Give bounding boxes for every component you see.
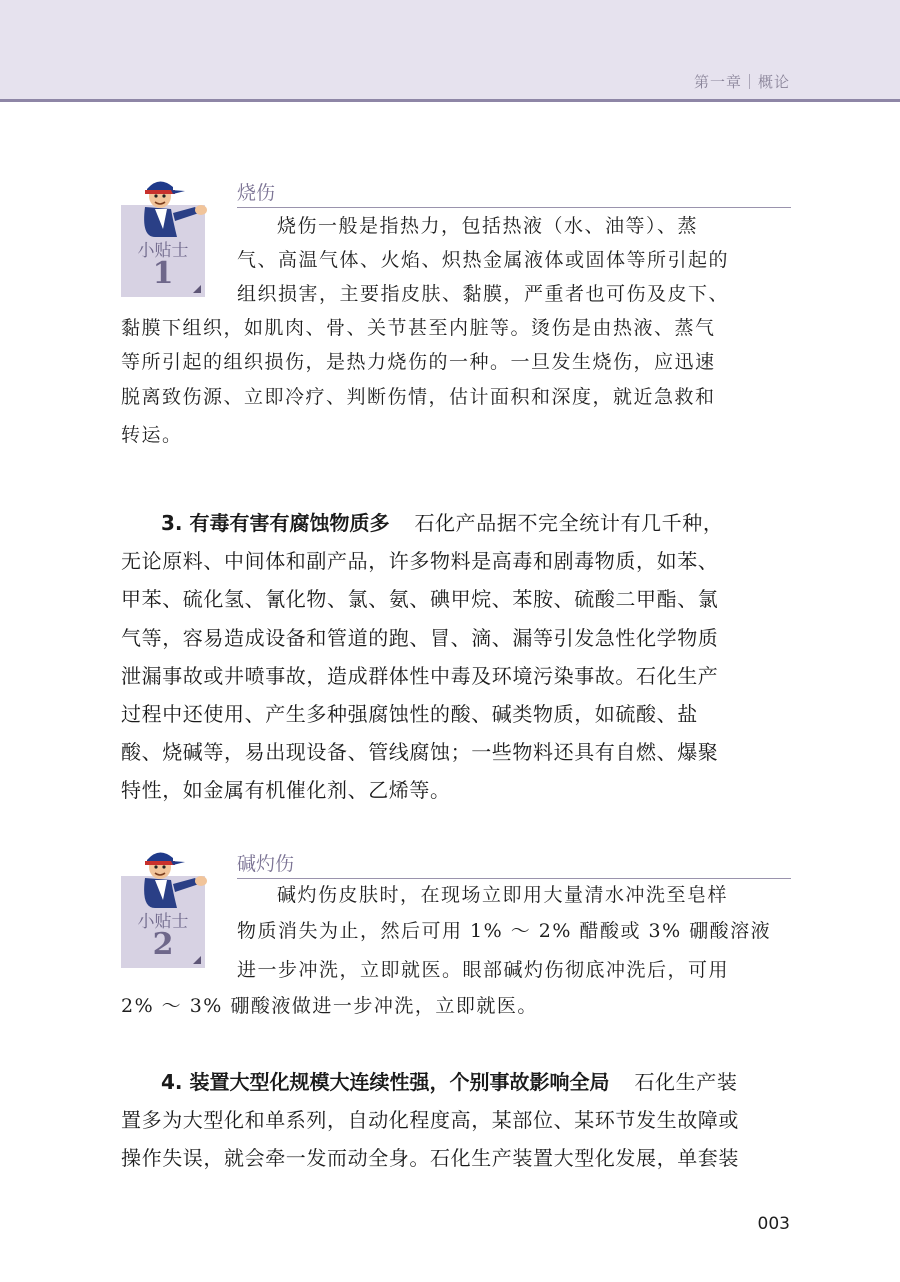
header-band bbox=[0, 0, 900, 102]
tip-text-line: 气、高温气体、火焰、炽热金属液体或固体等所引起的 bbox=[237, 249, 730, 271]
corner-triangle-icon bbox=[193, 956, 201, 964]
tip-text-line: 2% ～ 3% 硼酸液做进一步冲洗，立即就医。 bbox=[121, 995, 538, 1017]
paragraph-line: 泄漏事故或井喷事故，造成群体性中毒及环境污染事故。石化生产 bbox=[121, 664, 719, 688]
tip-rule bbox=[237, 878, 791, 879]
tip-title: 碱灼伤 bbox=[237, 853, 295, 875]
paragraph-first-line bbox=[161, 512, 723, 534]
page-number: 003 bbox=[757, 1214, 790, 1234]
running-head: 第一章｜概论 bbox=[693, 73, 790, 91]
paragraph-line: 特性，如金属有机催化剂、乙烯等。 bbox=[121, 778, 451, 802]
tip-text-line: 黏膜下组织，如肌肉、骨、关节甚至内脏等。烫伤是由热液、蒸气 bbox=[121, 317, 716, 339]
paragraph-line: 操作失误，就会牵一发而动全身。石化生产装置大型化发展，单套装 bbox=[121, 1146, 739, 1170]
tip-badge-label: 小贴士 bbox=[137, 241, 189, 261]
tip-badge-number: 2 bbox=[152, 927, 174, 962]
tip-text-line: 转运。 bbox=[121, 424, 183, 446]
tip-text-line: 碱灼伤皮肤时，在现场立即用大量清水冲洗至皂样 bbox=[277, 884, 729, 906]
tip-title: 烧伤 bbox=[237, 182, 276, 204]
paragraph-text: 石化产品据不完全统计有几千种， bbox=[414, 511, 724, 535]
paragraph-text: 石化生产装 bbox=[634, 1070, 738, 1094]
tip-text-line: 组织损害，主要指皮肤、黏膜，严重者也可伤及皮下、 bbox=[237, 283, 730, 305]
paragraph-line: 置多为大型化和单系列，自动化程度高，某部位、某环节发生故障或 bbox=[121, 1108, 739, 1132]
paragraph-line: 过程中还使用、产生多种强腐蚀性的酸、碱类物质，如硫酸、盐 bbox=[121, 702, 698, 726]
tip-rule bbox=[237, 207, 791, 208]
tip-text-line: 进一步冲洗，立即就医。眼部碱灼伤彻底冲洗后，可用 bbox=[237, 959, 730, 981]
paragraph-line: 甲苯、硫化氢、氰化物、氯、氨、碘甲烷、苯胺、硫酸二甲酯、氯 bbox=[121, 587, 719, 611]
tip-badge-number: 1 bbox=[152, 256, 174, 291]
paragraph-line: 无论原料、中间体和副产品，许多物料是高毒和剧毒物质，如苯、 bbox=[121, 549, 719, 573]
mascot-icon bbox=[133, 840, 209, 908]
paragraph-line: 酸、烧碱等，易出现设备、管线腐蚀；一些物料还具有自燃、爆聚 bbox=[121, 740, 719, 764]
tip-text-line: 等所引起的组织损伤，是热力烧伤的一种。一旦发生烧伤，应迅速 bbox=[121, 351, 716, 373]
tip-badge-label: 小贴士 bbox=[137, 912, 189, 932]
section-heading-4: 4. 装置大型化规模大连续性强，个别事故影响全局 bbox=[161, 1070, 610, 1094]
mascot-icon bbox=[133, 169, 209, 237]
tip-text-line: 烧伤一般是指热力，包括热液（水、油等）、蒸 bbox=[277, 215, 699, 237]
section-heading-3: 3. 有毒有害有腐蚀物质多 bbox=[161, 511, 390, 535]
tip-text-line: 物质消失为止，然后可用 1% ～ 2% 醋酸或 3% 硼酸溶液 bbox=[237, 920, 772, 942]
corner-triangle-icon bbox=[193, 285, 201, 293]
tip-text-line: 脱离致伤源、立即冷疗、判断伤情，估计面积和深度，就近急救和 bbox=[121, 386, 716, 408]
paragraph-first-line bbox=[161, 1071, 737, 1093]
paragraph-line: 气等，容易造成设备和管道的跑、冒、滴、漏等引发急性化学物质 bbox=[121, 626, 719, 650]
